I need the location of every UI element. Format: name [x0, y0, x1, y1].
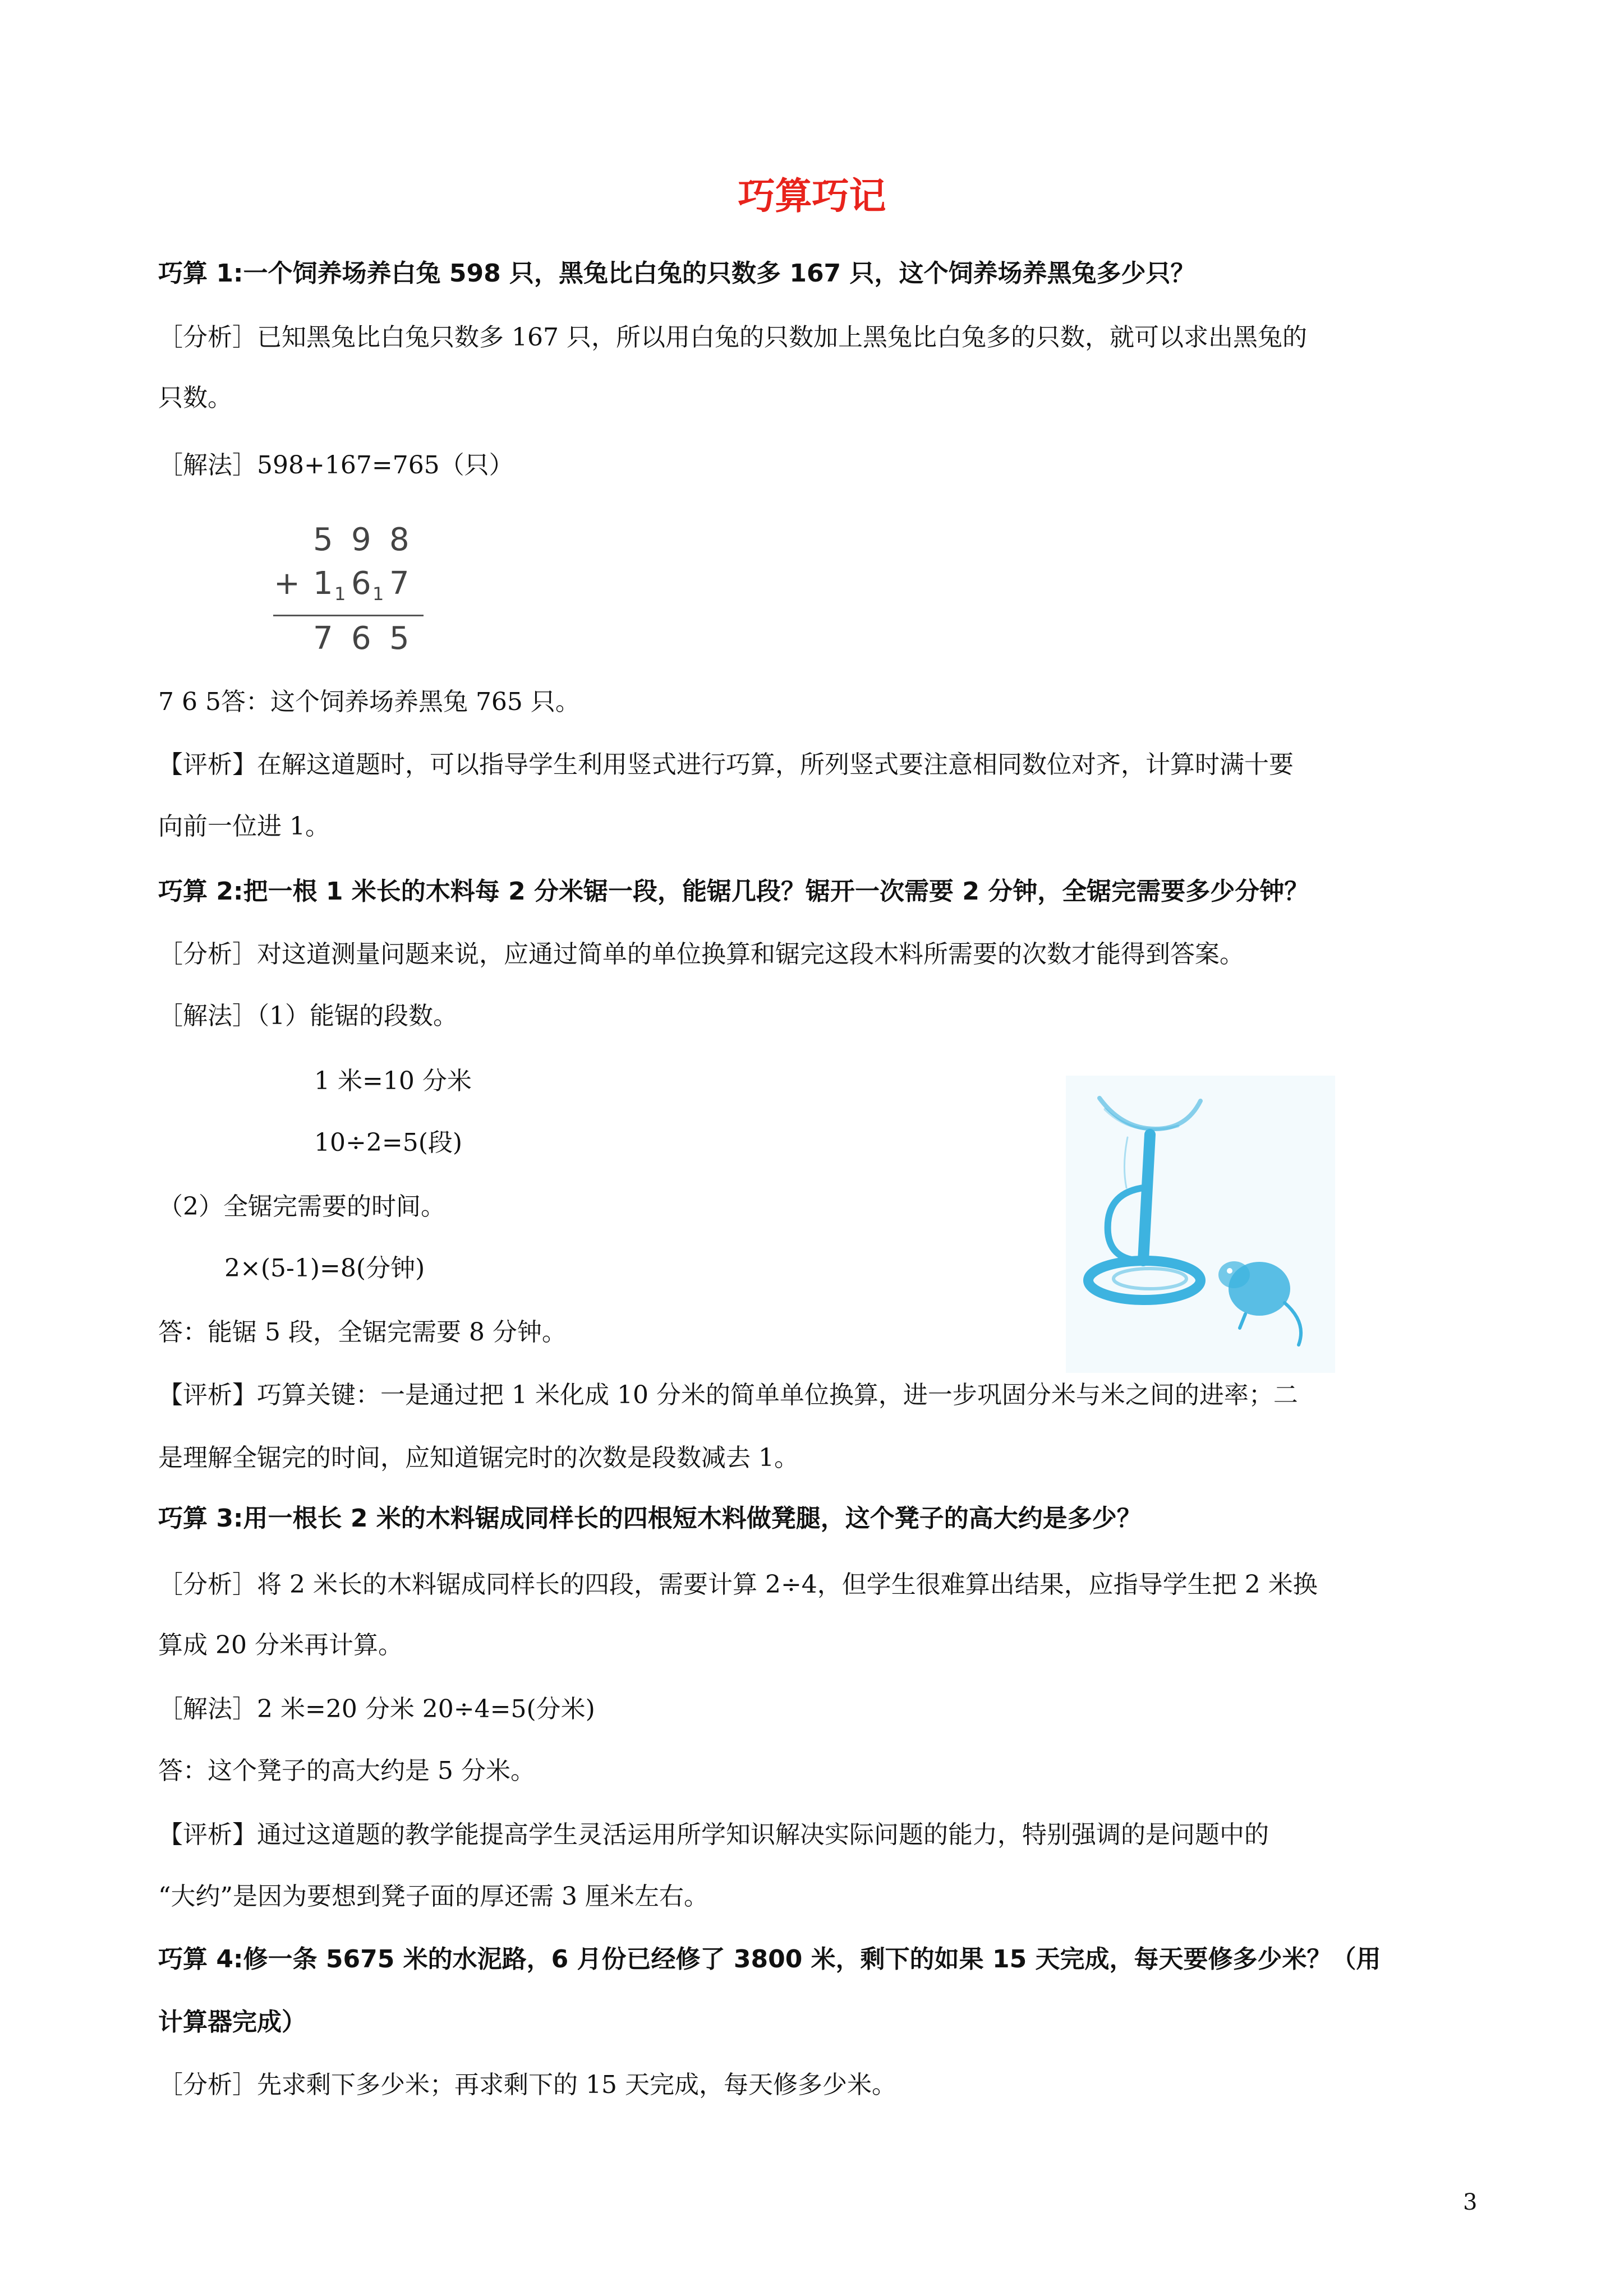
q2-comment-line2: 是理解全锯完的时间，应知道锯完时的次数是段数减去 1。: [158, 1444, 799, 1472]
q2-step-1: 1 米=10 分米: [314, 1067, 472, 1095]
q3-comment-line2: “大约”是因为要想到凳子面的厚还需 3 厘米左右。: [158, 1882, 709, 1911]
q3-comment-line1: 【评析】通过这道题的教学能提高学生灵活运用所学知识解决实际问题的能力，特别强调的是问题中的: [158, 1820, 1269, 1849]
q1-answer: 7 6 5答：这个饲养场养黑兔 765 只。: [158, 688, 580, 716]
q3-answer: 答：这个凳子的高大约是 5 分米。: [158, 1756, 535, 1785]
top-digit-hundreds: 5: [313, 522, 333, 558]
mouse-candlestick-illustration: [1066, 1076, 1335, 1373]
q3-analysis-line1: ［分析］将 2 米长的木料锯成同样长的四段，需要计算 2÷4，但学生很难算出结果，应指导学生把 2 米换: [158, 1570, 1318, 1599]
q1-question: 巧算 1:一个饲养场养白兔 598 只，黑兔比白兔的只数多 167 只，这个饲养场养黑兔多少只？: [158, 259, 1195, 288]
result-digit-hundreds: 7: [313, 620, 333, 657]
q4-question-line2: 计算器完成）: [158, 2008, 306, 2036]
q1-comment-line2: 向前一位进 1。: [158, 812, 330, 841]
q3-solution: ［解法］2 米=20 分米 20÷4=5(分米): [158, 1695, 595, 1723]
page-title: 巧算巧记: [738, 174, 886, 218]
q2-analysis: ［分析］对这道测量问题来说，应通过简单的单位换算和锯完这段木料所需要的次数才能得到答案。: [158, 940, 1244, 969]
q1-comment-line1: 【评析】在解这道题时，可以指导学生利用竖式进行巧算，所列竖式要注意相同数位对齐，计算时满十要: [158, 750, 1294, 779]
q3-question: 巧算 3:用一根长 2 米的木料锯成同样长的四根短木料做凳腿，这个凳子的高大约是多少？: [158, 1504, 1142, 1533]
top-digit-tens: 9: [351, 522, 371, 558]
mouse-figure: [1218, 1261, 1301, 1345]
q2-question: 巧算 2:把一根 1 米长的木料每 2 分米锯一段，能锯几段？锯开一次需要 2 分钟，全锯完需要多少分钟？: [158, 877, 1309, 906]
sum-rule: [273, 615, 424, 616]
q4-question-line1: 巧算 4:修一条 5675 米的水泥路，6 月份已经修了 3800 米，剩下的如果 15 天完成，每天要修多少米？（用: [158, 1945, 1381, 1974]
bottom-digit-hundreds: 1: [313, 565, 333, 602]
q1-analysis-line1: ［分析］已知黑兔比白兔只数多 167 只，所以用白兔的只数加上黑兔比白兔多的只数，就可以求出黑兔的: [158, 323, 1307, 352]
result-digit-ones: 5: [389, 620, 410, 657]
q2-step-3: 2×(5-1)=8(分钟): [224, 1254, 425, 1283]
top-digit-ones: 8: [389, 522, 410, 558]
bottom-digit-tens: 6: [351, 565, 371, 602]
carry-hundreds: 1: [334, 583, 346, 605]
plus-sign: +: [274, 565, 300, 602]
q2-step-2: 10÷2=5(段): [314, 1128, 463, 1157]
q1-analysis-line2: 只数。: [158, 384, 232, 412]
bottom-digit-ones: 7: [389, 565, 410, 602]
q1-solution: ［解法］598+167=765（只）: [158, 451, 514, 480]
q2-solution-part2: （2）全锯完需要的时间。: [158, 1192, 445, 1221]
page-number: 3: [1463, 2189, 1478, 2215]
carry-tens: 1: [372, 583, 384, 605]
result-digit-tens: 6: [351, 620, 371, 657]
q4-analysis: ［分析］先求剩下多少米；再求剩下的 15 天完成，每天修多少米。: [158, 2071, 896, 2099]
ink-painting-image: [1066, 1076, 1335, 1373]
q2-solution-part1: ［解法］（1）能锯的段数。: [158, 1002, 458, 1030]
q2-comment-line1: 【评析】巧算关键：一是通过把 1 米化成 10 分米的简单单位换算，进一步巩固分米与米之间的进率；二: [158, 1381, 1298, 1409]
q2-answer: 答：能锯 5 段，全锯完需要 8 分钟。: [158, 1318, 567, 1347]
q3-analysis-line2: 算成 20 分米再计算。: [158, 1631, 403, 1659]
